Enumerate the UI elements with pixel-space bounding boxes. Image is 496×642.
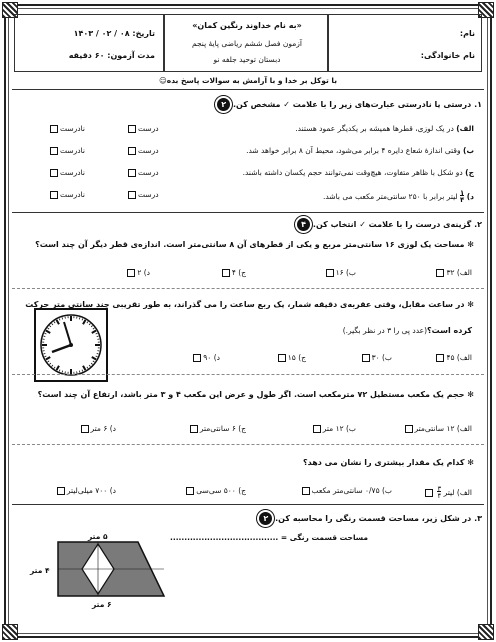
header-title-box [164, 14, 328, 72]
q2-2-option-d[interactable]: د) ۹۰ [191, 353, 220, 362]
divider [12, 212, 484, 213]
q3-text: در شکل زیر، مساحت قسمت رنگی را محاسبه کن. [275, 514, 472, 523]
corner-ornament [478, 624, 494, 640]
checkbox[interactable] [57, 487, 65, 495]
q2-item-4-text: ✻ کدام یک مقدار بیشتری را نشان می دهد؟ [302, 458, 474, 467]
q2-3-option-a[interactable]: الف) ۱۲ سانتی‌متر [403, 424, 473, 433]
checkbox[interactable] [302, 487, 310, 495]
checkbox[interactable] [405, 425, 413, 433]
checkbox[interactable] [128, 191, 136, 199]
checkbox[interactable] [425, 489, 433, 497]
divider [12, 89, 484, 90]
bismillah: «به نام خداوند رنگین کمان» [192, 21, 302, 30]
false-option[interactable]: نادرست [48, 190, 85, 199]
q2-1-option-c[interactable]: ج) ۴ [220, 268, 246, 277]
dim-bottom-label: ۶ متر [92, 600, 112, 609]
q2-text: گزینه‌ی درست را با علامت ✓ انتخاب کن. [312, 220, 472, 229]
q1-statement-4: د) ۱ ۴ لیتر برابر با ۲۵۰ سانتی‌متر مکعب می باشد. [323, 189, 474, 204]
exam-duration: مدت آزمون: ۶۰ دقیقه [68, 51, 155, 60]
exam-date: تاریخ: ۰۸ / ۰۲ / ۱۴۰۳ [73, 29, 155, 38]
checkbox[interactable] [50, 147, 58, 155]
score-badge: ۲ [217, 98, 230, 111]
q2-3-option-c[interactable]: ج) ۶ سانتی‌متر [188, 424, 246, 433]
q3-prompt [259, 512, 482, 525]
q2-item-1-text: ✻ مساحت یک لوزی ۱۶ سانتی‌متر مربع و یکی از قطرهای آن ۸ سانتی‌متر است. اندازه‌ی قطر دیگر آن چند است؟ [35, 240, 474, 249]
bullet-star-icon: ✻ [464, 240, 474, 249]
checkbox[interactable] [50, 169, 58, 177]
checkbox[interactable] [436, 354, 444, 362]
score-badge: ۲ [259, 512, 272, 525]
q2-item-2-text: ✻ در ساعت مقابل، وقتی عقربه‌ی دقیقه شمار، یک ربع ساعت را می گذراند، به طور تقریبی چند سانتی متر حرکت [25, 300, 474, 309]
clock-icon [34, 308, 108, 382]
q1-statement-3: ج) دو شکل با ظاهر متفاوت، هیچ‌وقت نمی‌توانند حجم یکسان داشته باشند. [242, 168, 474, 177]
checkbox[interactable] [313, 425, 321, 433]
corner-ornament [2, 624, 18, 640]
checkbox[interactable] [362, 354, 370, 362]
q3-answer-line[interactable]: مساحت قسمت رنگی = ...................................... [170, 533, 369, 542]
false-option[interactable]: نادرست [48, 146, 85, 155]
checkbox[interactable] [128, 125, 136, 133]
bullet-star-icon: ✻ [464, 458, 474, 467]
divider [12, 288, 484, 289]
checkbox[interactable] [127, 269, 135, 277]
false-option[interactable]: نادرست [48, 168, 85, 177]
q1-text: درستی یا نادرستی عبارت‌های زیر را با علامت ✓ مشخص کن. [232, 100, 472, 109]
checkbox[interactable] [190, 425, 198, 433]
divider [12, 374, 484, 375]
name-label: نام: [459, 29, 475, 38]
q2-4-option-d[interactable]: د) ۷۰۰ میلی‌لیتر [55, 486, 116, 495]
checkbox[interactable] [278, 354, 286, 362]
q2-3-option-d[interactable]: د) ۶ متر [79, 424, 117, 433]
checkbox[interactable] [128, 147, 136, 155]
q2-4-option-c[interactable]: ج) ۵۰۰ سی‌سی [184, 486, 246, 495]
true-option[interactable]: درست [126, 168, 159, 177]
true-option[interactable]: درست [126, 146, 159, 155]
q2-2-option-c[interactable]: ج) ۱۵ [276, 353, 306, 362]
q1-number: ۱. [474, 100, 482, 109]
exam-title: آزمون فصل ششم ریاضی پایهٔ پنجم [191, 39, 303, 48]
bullet-star-icon: ✻ [464, 390, 474, 399]
q2-4-option-b[interactable]: ب) ۰/۷۵ سانتی‌متر مکعب [300, 486, 393, 495]
checkbox[interactable] [81, 425, 89, 433]
divider [12, 504, 484, 505]
q2-prompt [297, 218, 482, 231]
checkbox[interactable] [186, 487, 194, 495]
q2-2-option-a[interactable]: الف) ۴۵ [434, 353, 472, 362]
false-option[interactable]: نادرست [48, 124, 85, 133]
bullet-star-icon: ✻ [464, 300, 474, 309]
checkbox[interactable] [326, 269, 334, 277]
school-name: دبستان توحید جلفه نو [213, 55, 281, 64]
true-option[interactable]: درست [126, 124, 159, 133]
family-label: نام خانوادگی: [420, 51, 475, 60]
checkbox[interactable] [222, 269, 230, 277]
header-student-box [328, 14, 482, 72]
true-option[interactable]: درست [126, 190, 159, 199]
checkbox[interactable] [128, 169, 136, 177]
q2-4-option-a[interactable]: الف) لیتر ۳ ۴ [423, 486, 472, 500]
checkbox[interactable] [436, 269, 444, 277]
checkbox[interactable] [50, 191, 58, 199]
header-date-box [14, 14, 164, 72]
dim-top-label: ۵ متر [88, 532, 108, 541]
q2-number: ۲. [474, 220, 482, 229]
divider [12, 444, 484, 445]
q1-statement-1: الف) در یک لوزی، قطرها همیشه بر یکدیگر عمود هستند. [295, 124, 474, 133]
fraction: ۱ ۴ [460, 189, 465, 204]
q2-2-option-b[interactable]: ب) ۳۰ [360, 353, 392, 362]
motto: با توکل بر خدا و با آرامش به سوالات پاسخ بده☺ [158, 76, 338, 85]
score-badge: ۴ [297, 218, 310, 231]
dim-side-label: ۴ متر [30, 566, 50, 575]
fraction: ۳ ۴ [437, 485, 442, 500]
checkbox[interactable] [50, 125, 58, 133]
q2-item-3-text: ✻ حجم یک مکعب مستطیل ۷۲ مترمکعب است. اگر طول و عرض این مکعب ۴ و ۳ متر باشد، ارتفاع آن چند است؟ [37, 390, 474, 399]
q2-1-option-b[interactable]: ب) ۱۶ [324, 268, 356, 277]
q2-1-option-d[interactable]: د) ۲ [125, 268, 150, 277]
q1-prompt [217, 98, 482, 111]
q2-item-2-text2: کرده است؟(عدد پی را ۳ در نظر بگیر.) [342, 326, 472, 335]
checkbox[interactable] [193, 354, 201, 362]
q2-3-option-b[interactable]: ب) ۱۲ متر [311, 424, 356, 433]
q3-number: ۳. [474, 514, 482, 523]
q1-statement-2: ب) وقتی اندازهٔ شعاع دایره ۴ برابر می‌شود، محیط آن ۸ برابر خواهد شد. [246, 146, 474, 155]
q2-1-option-a[interactable]: الف) ۳۲ [434, 268, 472, 277]
